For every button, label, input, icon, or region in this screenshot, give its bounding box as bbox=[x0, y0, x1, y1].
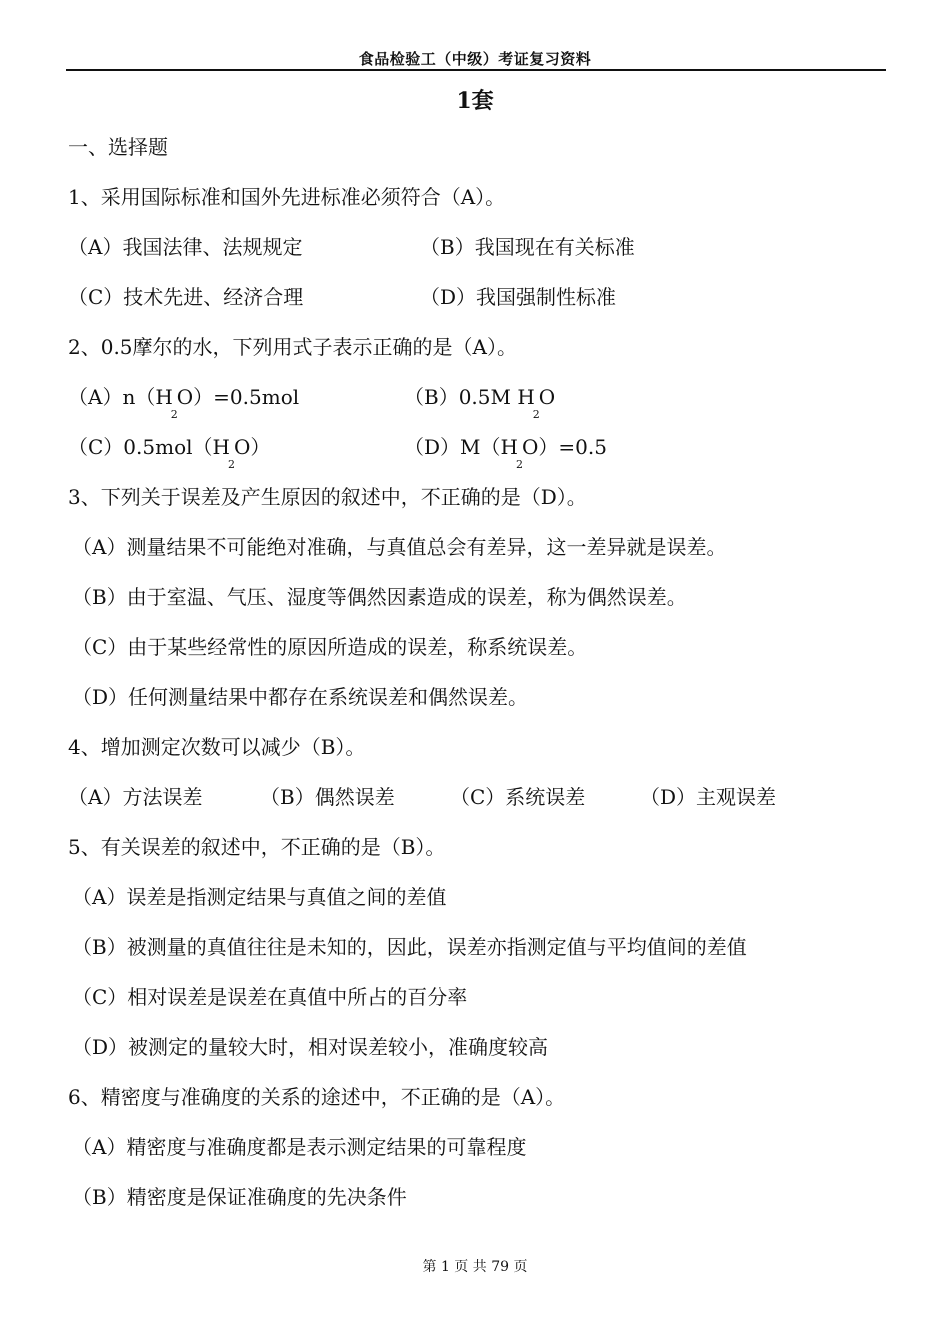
question-1-options-row-1 bbox=[68, 228, 898, 278]
header-divider bbox=[66, 69, 886, 71]
option-c: （C）相对误差是误差在真值中所占的百分率 bbox=[72, 985, 468, 1009]
running-header: 食品检验工（中级）考证复习资料 bbox=[358, 50, 592, 68]
option-b: （B）偶然误差 bbox=[260, 785, 395, 809]
question-4-stem: 4、增加测定次数可以减少（B）。 bbox=[68, 735, 366, 759]
question-2-options-row-2 bbox=[68, 428, 898, 478]
set-title: 1套 bbox=[456, 88, 494, 114]
option-a: （A）我国法律、法规规定 bbox=[68, 235, 303, 259]
option-c: （C）由于某些经常性的原因所造成的误差，称系统误差。 bbox=[72, 635, 588, 659]
question-2-options-row-1 bbox=[68, 378, 898, 428]
option-d: $(D)M(H_2O)=0.5$ bbox=[404, 435, 607, 471]
option-b: （B）我国现在有关标准 bbox=[420, 235, 635, 259]
option-b: （B）0.5M $H_2O$ bbox=[404, 385, 556, 421]
section-heading: 一、选择题 bbox=[68, 135, 168, 159]
option-b: （B）精密度是保证准确度的先决条件 bbox=[72, 1185, 407, 1209]
option-d: （D）任何测量结果中都存在系统误差和偶然误差。 bbox=[72, 685, 529, 709]
page-number: 第 1 页 共 79 页 bbox=[422, 1259, 528, 1275]
question-content bbox=[68, 128, 898, 1228]
option-c: $(C)0.5mol(H_2O)$ bbox=[68, 435, 271, 471]
option-c: （C）系统误差 bbox=[450, 785, 586, 809]
question-1-options-row-2 bbox=[68, 278, 898, 328]
option-a: （A）精密度与准确度都是表示测定结果的可靠程度 bbox=[72, 1135, 527, 1159]
option-d: （D）我国强制性标准 bbox=[420, 285, 617, 309]
question-1-stem: 1、采用国际标准和国外先进标准必须符合（A）。 bbox=[68, 185, 506, 209]
option-a: （A）方法误差 bbox=[68, 785, 203, 809]
option-c: （C）技术先进、经济合理 bbox=[68, 285, 304, 309]
option-b: （B）被测量的真值往往是未知的，因此，误差亦指测定值与平均值间的差值 bbox=[72, 935, 747, 959]
option-a: $(A)n(H_2O)=0.5mol$ bbox=[68, 385, 300, 421]
question-2-stem: 2、0.5摩尔的水，下列用式子表示正确的是（A）。 bbox=[68, 335, 517, 359]
question-5-stem: 5、有关误差的叙述中，不正确的是（B）。 bbox=[68, 835, 446, 859]
question-4-options-row bbox=[68, 778, 898, 828]
option-d: （D）主观误差 bbox=[640, 785, 777, 809]
question-6-stem: 6、精密度与准确度的关系的途述中，不正确的是（A）。 bbox=[68, 1085, 566, 1109]
option-b: （B）由于室温、气压、湿度等偶然因素造成的误差，称为偶然误差。 bbox=[72, 585, 687, 609]
option-a: （A）测量结果不可能绝对准确，与真值总会有差异，这一差异就是误差。 bbox=[72, 535, 727, 559]
option-d: （D）被测定的量较大时，相对误差较小，准确度较高 bbox=[72, 1035, 549, 1059]
question-3-stem: 3、下列关于误差及产生原因的叙述中，不正确的是（D）。 bbox=[68, 485, 587, 509]
option-a: （A）误差是指测定结果与真值之间的差值 bbox=[72, 885, 447, 909]
